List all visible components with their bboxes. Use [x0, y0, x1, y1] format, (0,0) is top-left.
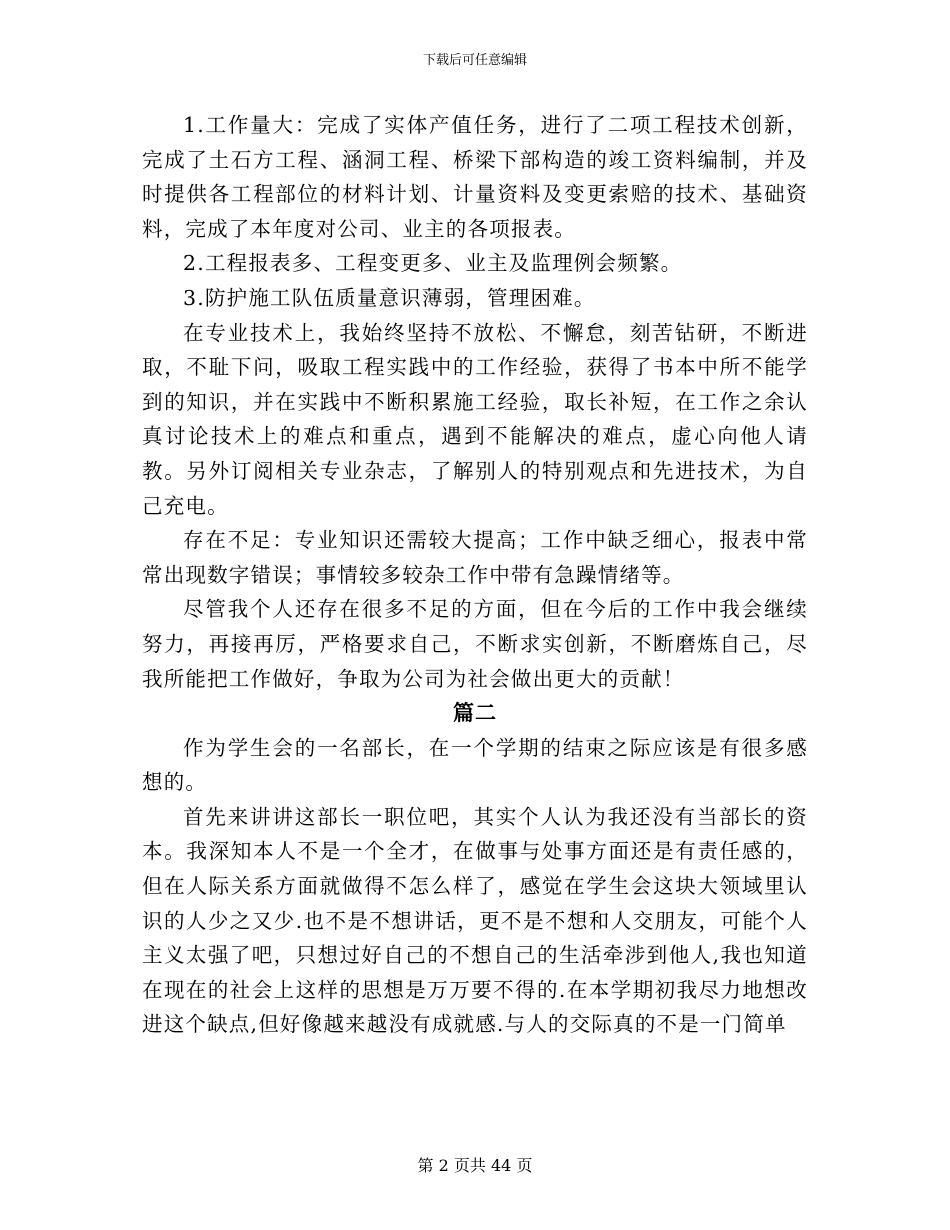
- paragraph-conclusion: 尽管我个人还存在很多不足的方面，但在今后的工作中我会继续努力，再接再厉，严格要求自己，不断求实创新，不断磨炼自己，尽我所能把工作做好，争取为公司为社会做出更大的贡献！: [142, 597, 808, 691]
- paragraph-construction-team: 3.防护施工队伍质量意识薄弱，管理困难。: [183, 285, 596, 310]
- paragraph-shortcomings: 存在不足：专业知识还需较大提高；工作中缺乏细心，报表中常常出现数字错误；事情较多较杂工作中带有急躁情绪等。: [142, 528, 808, 587]
- document-body: [142, 108, 808, 1042]
- page-header: 下载后可任意编辑: [422, 53, 527, 68]
- paragraph-workload: 1.工作量大：完成了实体产值任务，进行了二项工程技术创新，完成了土石方工程、涵洞工程、桥梁下部构造的竣工资料编制，并及时提供各工程部位的材料计划、计量资料及变更索赔的技术、基础资料，完成了本年度对公司、业主的各项报表。: [142, 113, 808, 241]
- paragraph-technical-skills: 在专业技术上，我始终坚持不放松、不懈怠，刻苦钻研，不断进取，不耻下问，吸取工程实践中的工作经验，获得了书本中所不能学到的知识，并在实践中不断积累施工经验，取长补短，在工作之余认真讨论技术上的难点和重点，遇到不能解决的难点，虚心向他人请教。另外订阅相关专业杂志，了解别人的特别观点和先进技术，为自己充电。: [142, 320, 808, 518]
- paragraph-minister-role: 首先来讲讲这部长一职位吧，其实个人认为我还没有当部长的资本。我深知本人不是一个全才，在做事与处事方面还是有责任感的，但在人际关系方面就做得不怎么样了，感觉在学生会这块大领域里认识的人少之又少.也不是不想讲话，更不是不想和人交朋友，可能个人主义太强了吧，只想过好自己的不想自己的生活牵涉到他人,我也知道在现在的社会上这样的思想是万万要不得的.在本学期初我尽力地想改进这个缺点,但好像越来越没有成就感.与人的交际真的不是一门简单: [142, 804, 808, 1037]
- section-title: 篇二: [453, 700, 497, 726]
- paragraph-reports: 2.工程报表多、工程变更多、业主及监理例会频繁。: [183, 251, 683, 276]
- page-number-footer: 第 2 页共 44 页: [417, 1156, 533, 1175]
- paragraph-intro: 作为学生会的一名部长，在一个学期的结束之际应该是有很多感想的。: [142, 735, 808, 795]
